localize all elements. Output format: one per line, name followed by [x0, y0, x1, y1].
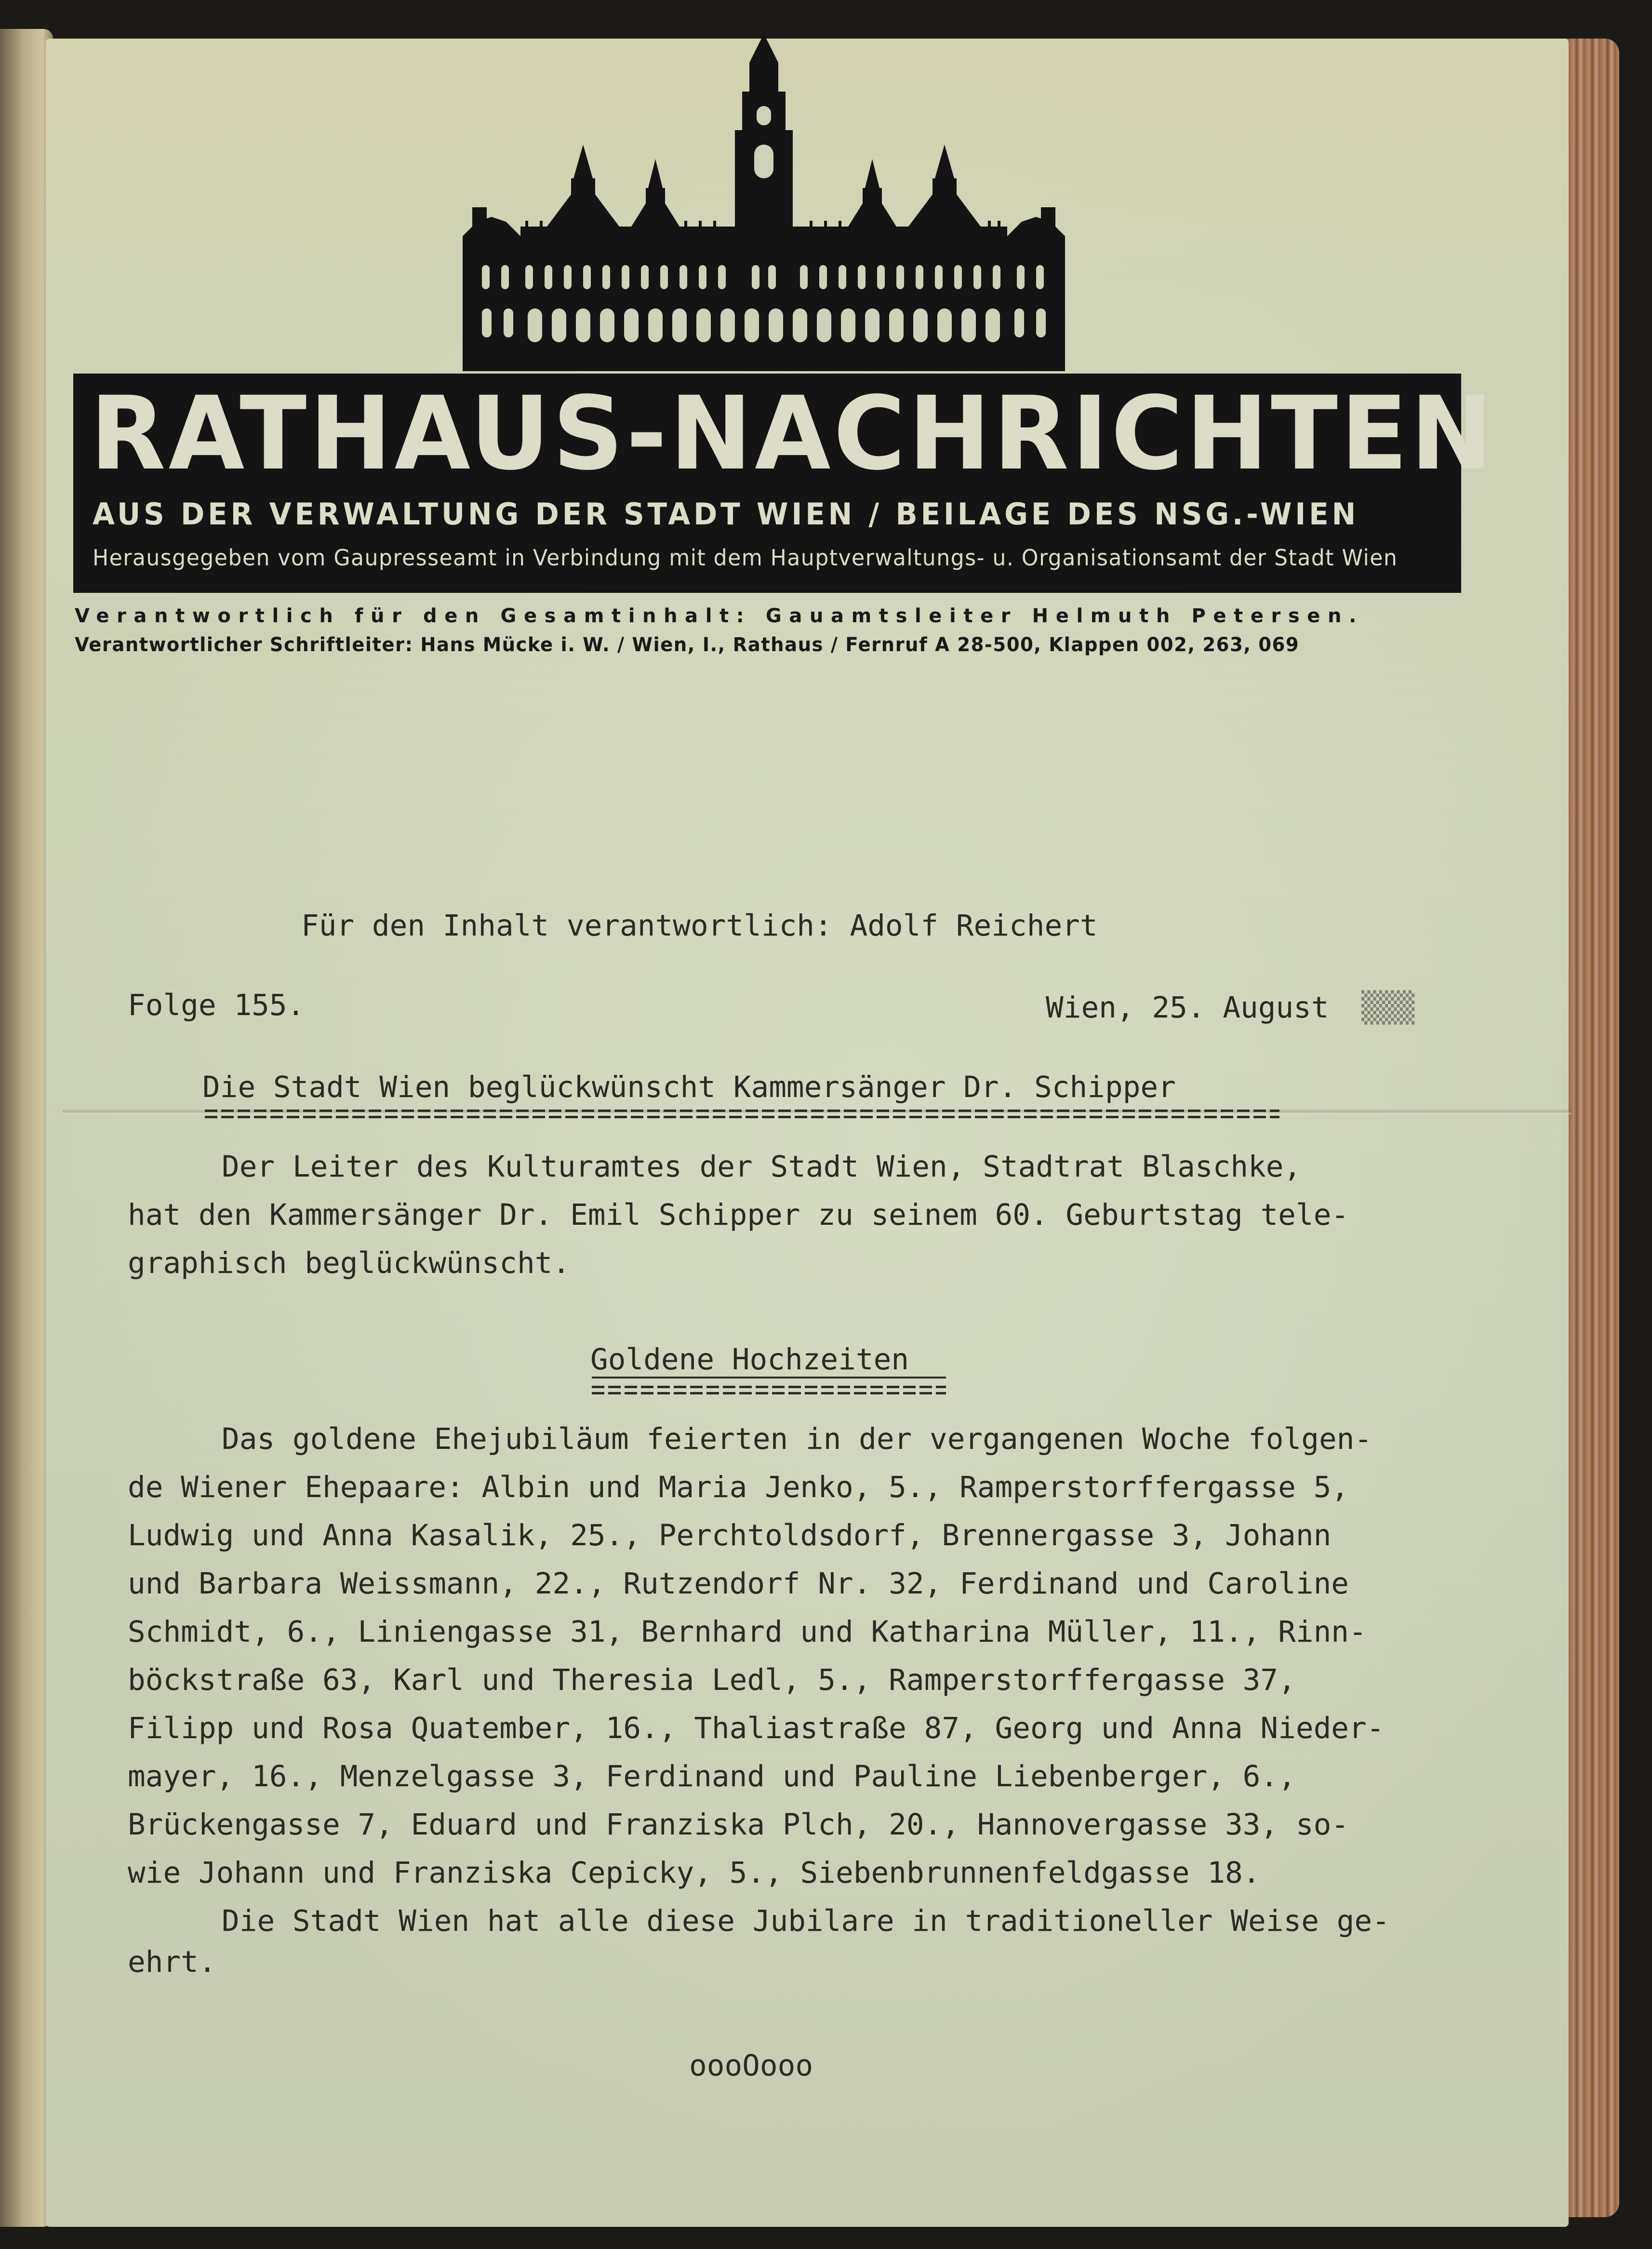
article-line: ehrt.: [128, 1945, 216, 1979]
article-line: graphisch beglückwünscht.: [128, 1246, 571, 1280]
masthead-editor-line: Verantwortlicher Schriftleiter: Hans Mücke i. W. / Wien, I., Rathaus / Fernruf A 28-500, Klappen 002, 263, 069: [75, 634, 1300, 656]
article-line: Ludwig und Anna Kasalik, 25., Perchtoldsdorf, Brennergasse 3, Johann: [128, 1518, 1332, 1553]
article-line: hat den Kammersänger Dr. Emil Schipper zu seinem 60. Geburtstag tele-: [128, 1198, 1349, 1232]
article-line: Schmidt, 6., Liniengasse 31, Bernhard und Katharina Müller, 11., Rinn-: [128, 1615, 1367, 1649]
article-line: Der Leiter des Kulturamtes der Stadt Wien, Stadtrat Blaschke,: [222, 1150, 1302, 1184]
article-line: wie Johann und Franziska Cepicky, 5., Siebenbrunnenfeldgasse 18.: [128, 1856, 1261, 1890]
masthead-title: RATHAUS-NACHRICHTEN: [90, 375, 1496, 493]
heading-underline: [592, 1386, 946, 1395]
article-line: und Barbara Weissmann, 22., Rutzendorf Nr. 32, Ferdinand und Caroline: [128, 1566, 1349, 1601]
article-line: Die Stadt Wien hat alle diese Jubilare in traditioneller Weise ge-: [222, 1904, 1390, 1938]
masthead-banner: [73, 374, 1496, 593]
masthead-publisher: Herausgegeben vom Gaupresseamt in Verbindung mit dem Hauptverwaltungs- u. Organisationsamt der Stadt Wien: [93, 545, 1398, 571]
heading-underline: [205, 1110, 1279, 1119]
article-heading-schipper: Die Stadt Wien beglückwünscht Kammersänger Dr. Schipper: [202, 1070, 1176, 1104]
city-hall-illustration: [463, 34, 1065, 371]
footer-separator: oooOooo: [689, 2048, 813, 2083]
content-responsible: Für den Inhalt verantwortlich: Adolf Reichert: [301, 909, 1098, 943]
left-page-edge: [0, 29, 53, 2227]
masthead-subtitle: AUS DER VERWALTUNG DER STADT WIEN / BEILAGE DES NSG.-WIEN: [93, 496, 1359, 532]
article-line: Brückengasse 7, Eduard und Franziska Plch, 20., Hannovergasse 33, so-: [128, 1807, 1349, 1842]
article-heading-goldene-hochzeiten: Goldene Hochzeiten: [590, 1342, 909, 1377]
masthead-responsible-line: Verantwortlich für den Gesamtinhalt: Gauamtsleiter Helmuth Petersen.: [75, 605, 1364, 627]
article-line: Filipp und Rosa Quatember, 16., Thaliastraße 87, Georg und Anna Nieder-: [128, 1711, 1385, 1745]
article-line: böckstraße 63, Karl und Theresia Ledl, 5., Ramperstorffergasse 37,: [128, 1663, 1296, 1697]
article-line: Das goldene Ehejubiläum feierten in der vergangenen Woche folgen-: [222, 1422, 1372, 1456]
issue-number: Folge 155.: [128, 988, 305, 1022]
article-line: de Wiener Ehepaare: Albin und Maria Jenko, 5., Ramperstorffergasse 5,: [128, 1470, 1349, 1504]
heading-underline-single: [592, 1377, 946, 1379]
issue-year-faded: ▒▒▒: [1361, 991, 1415, 1025]
article-line: mayer, 16., Menzelgasse 3, Ferdinand und Pauline Liebenberger, 6.,: [128, 1759, 1296, 1794]
issue-date: Wien, 25. August: [1046, 991, 1329, 1025]
